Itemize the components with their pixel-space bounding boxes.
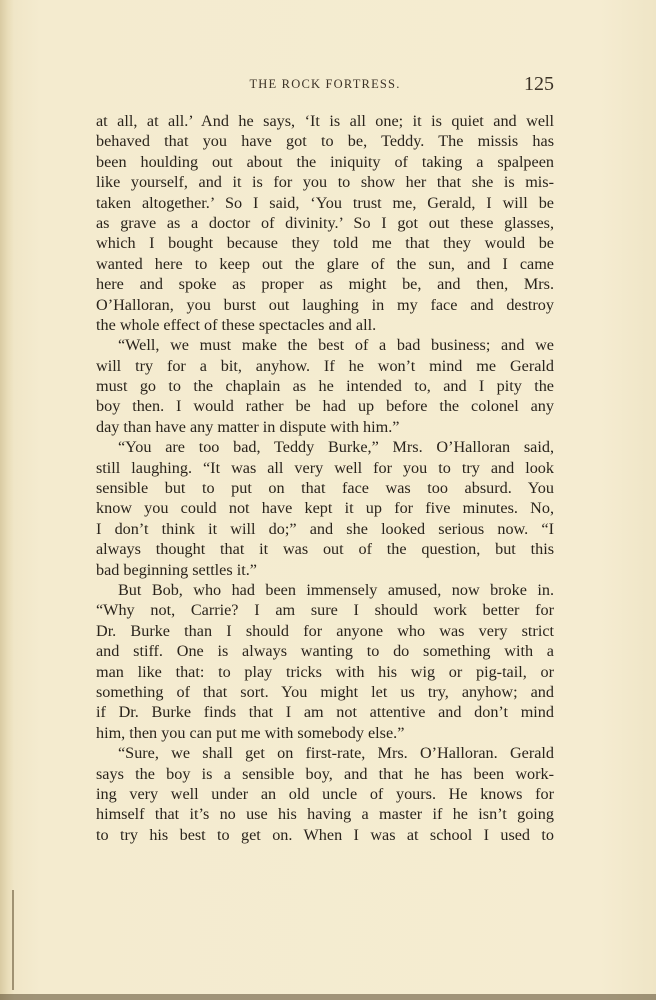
running-head: THE ROCK FORTRESS. bbox=[249, 77, 401, 91]
text-line: O’Halloran, you burst out laughing in my face and destroy bbox=[96, 295, 554, 314]
text-line: says the boy is a sensible boy, and that he has been work- bbox=[96, 764, 554, 783]
text-line: as grave as a doctor of divinity.’ So I got out these glasses, bbox=[96, 213, 554, 232]
text-line: sensible but to put on that face was too absurd. You bbox=[96, 479, 554, 498]
text-line: and stiff. One is always wanting to do something with a bbox=[96, 642, 554, 661]
text-line: if Dr. Burke finds that I am not attentive and don’t mind bbox=[96, 703, 554, 722]
text-line: like yourself, and it is for you to show her that she is mis- bbox=[96, 173, 554, 192]
body-text bbox=[96, 111, 554, 845]
text-line: day than have any matter in dispute with him.” bbox=[96, 417, 400, 436]
text-line: wanted here to keep out the glare of the sun, and I came bbox=[96, 254, 554, 273]
page-gutter-shadow bbox=[0, 0, 14, 1000]
page-header bbox=[96, 73, 554, 97]
text-line: at all, at all.’ And he says, ‘It is all one; it is quiet and well bbox=[96, 112, 554, 130]
text-line: know you could not have kept it up for five minutes. No, bbox=[96, 499, 554, 518]
text-line: man like that: to play tricks with his wig or pig-tail, or bbox=[96, 662, 554, 681]
text-line: But Bob, who had been immensely amused, now broke in. bbox=[118, 580, 554, 599]
text-line: “Why not, Carrie? I am sure I should work better for bbox=[96, 601, 554, 620]
text-line: boy then. I would rather be had up before the colonel any bbox=[96, 397, 554, 416]
text-line: something of that sort. You might let us try, anyhow; and bbox=[96, 682, 554, 701]
page-number: 125 bbox=[524, 73, 554, 95]
text-line: must go to the chaplain as he intended to, and I pity the bbox=[96, 377, 554, 396]
text-line: still laughing. “It was all very well for you to try and look bbox=[96, 458, 554, 477]
text-line: “Well, we must make the best of a bad business; and we bbox=[118, 336, 554, 355]
text-line: I don’t think it will do;” and she looked serious now. “I bbox=[96, 519, 554, 538]
text-line: bad beginning settles it.” bbox=[96, 560, 257, 579]
text-line: “Sure, we shall get on first-rate, Mrs. O’Halloran. Gerald bbox=[118, 744, 554, 763]
text-line: the whole effect of these spectacles and all. bbox=[96, 315, 377, 334]
text-line: Dr. Burke than I should for anyone who was very strict bbox=[96, 621, 554, 640]
page-bottom-edge bbox=[0, 994, 656, 1000]
text-line: will try for a bit, anyhow. If he won’t mind me Gerald bbox=[96, 356, 554, 375]
text-line: which I bought because they told me that they would be bbox=[96, 234, 554, 253]
text-line: taken altogether.’ So I said, ‘You trust me, Gerald, I will be bbox=[96, 193, 554, 212]
text-line: ing very well under an old uncle of yours. He knows for bbox=[96, 784, 554, 803]
text-line: behaved that you have got to be, Teddy. The missis has bbox=[96, 132, 554, 151]
text-line: to try his best to get on. When I was at school I used to bbox=[96, 825, 554, 844]
text-line: himself that it’s no use his having a master if he isn’t going bbox=[96, 805, 554, 824]
text-line: here and spoke as proper as might be, and then, Mrs. bbox=[96, 275, 554, 294]
text-line: him, then you can put me with somebody else.” bbox=[96, 723, 405, 742]
text-line: “You are too bad, Teddy Burke,” Mrs. O’Halloran said, bbox=[118, 438, 554, 457]
text-line: been houlding out about the iniquity of taking a spalpeen bbox=[96, 152, 554, 171]
text-line: always thought that it was out of the question, but this bbox=[96, 540, 554, 559]
binding-edge-mark bbox=[12, 890, 14, 990]
